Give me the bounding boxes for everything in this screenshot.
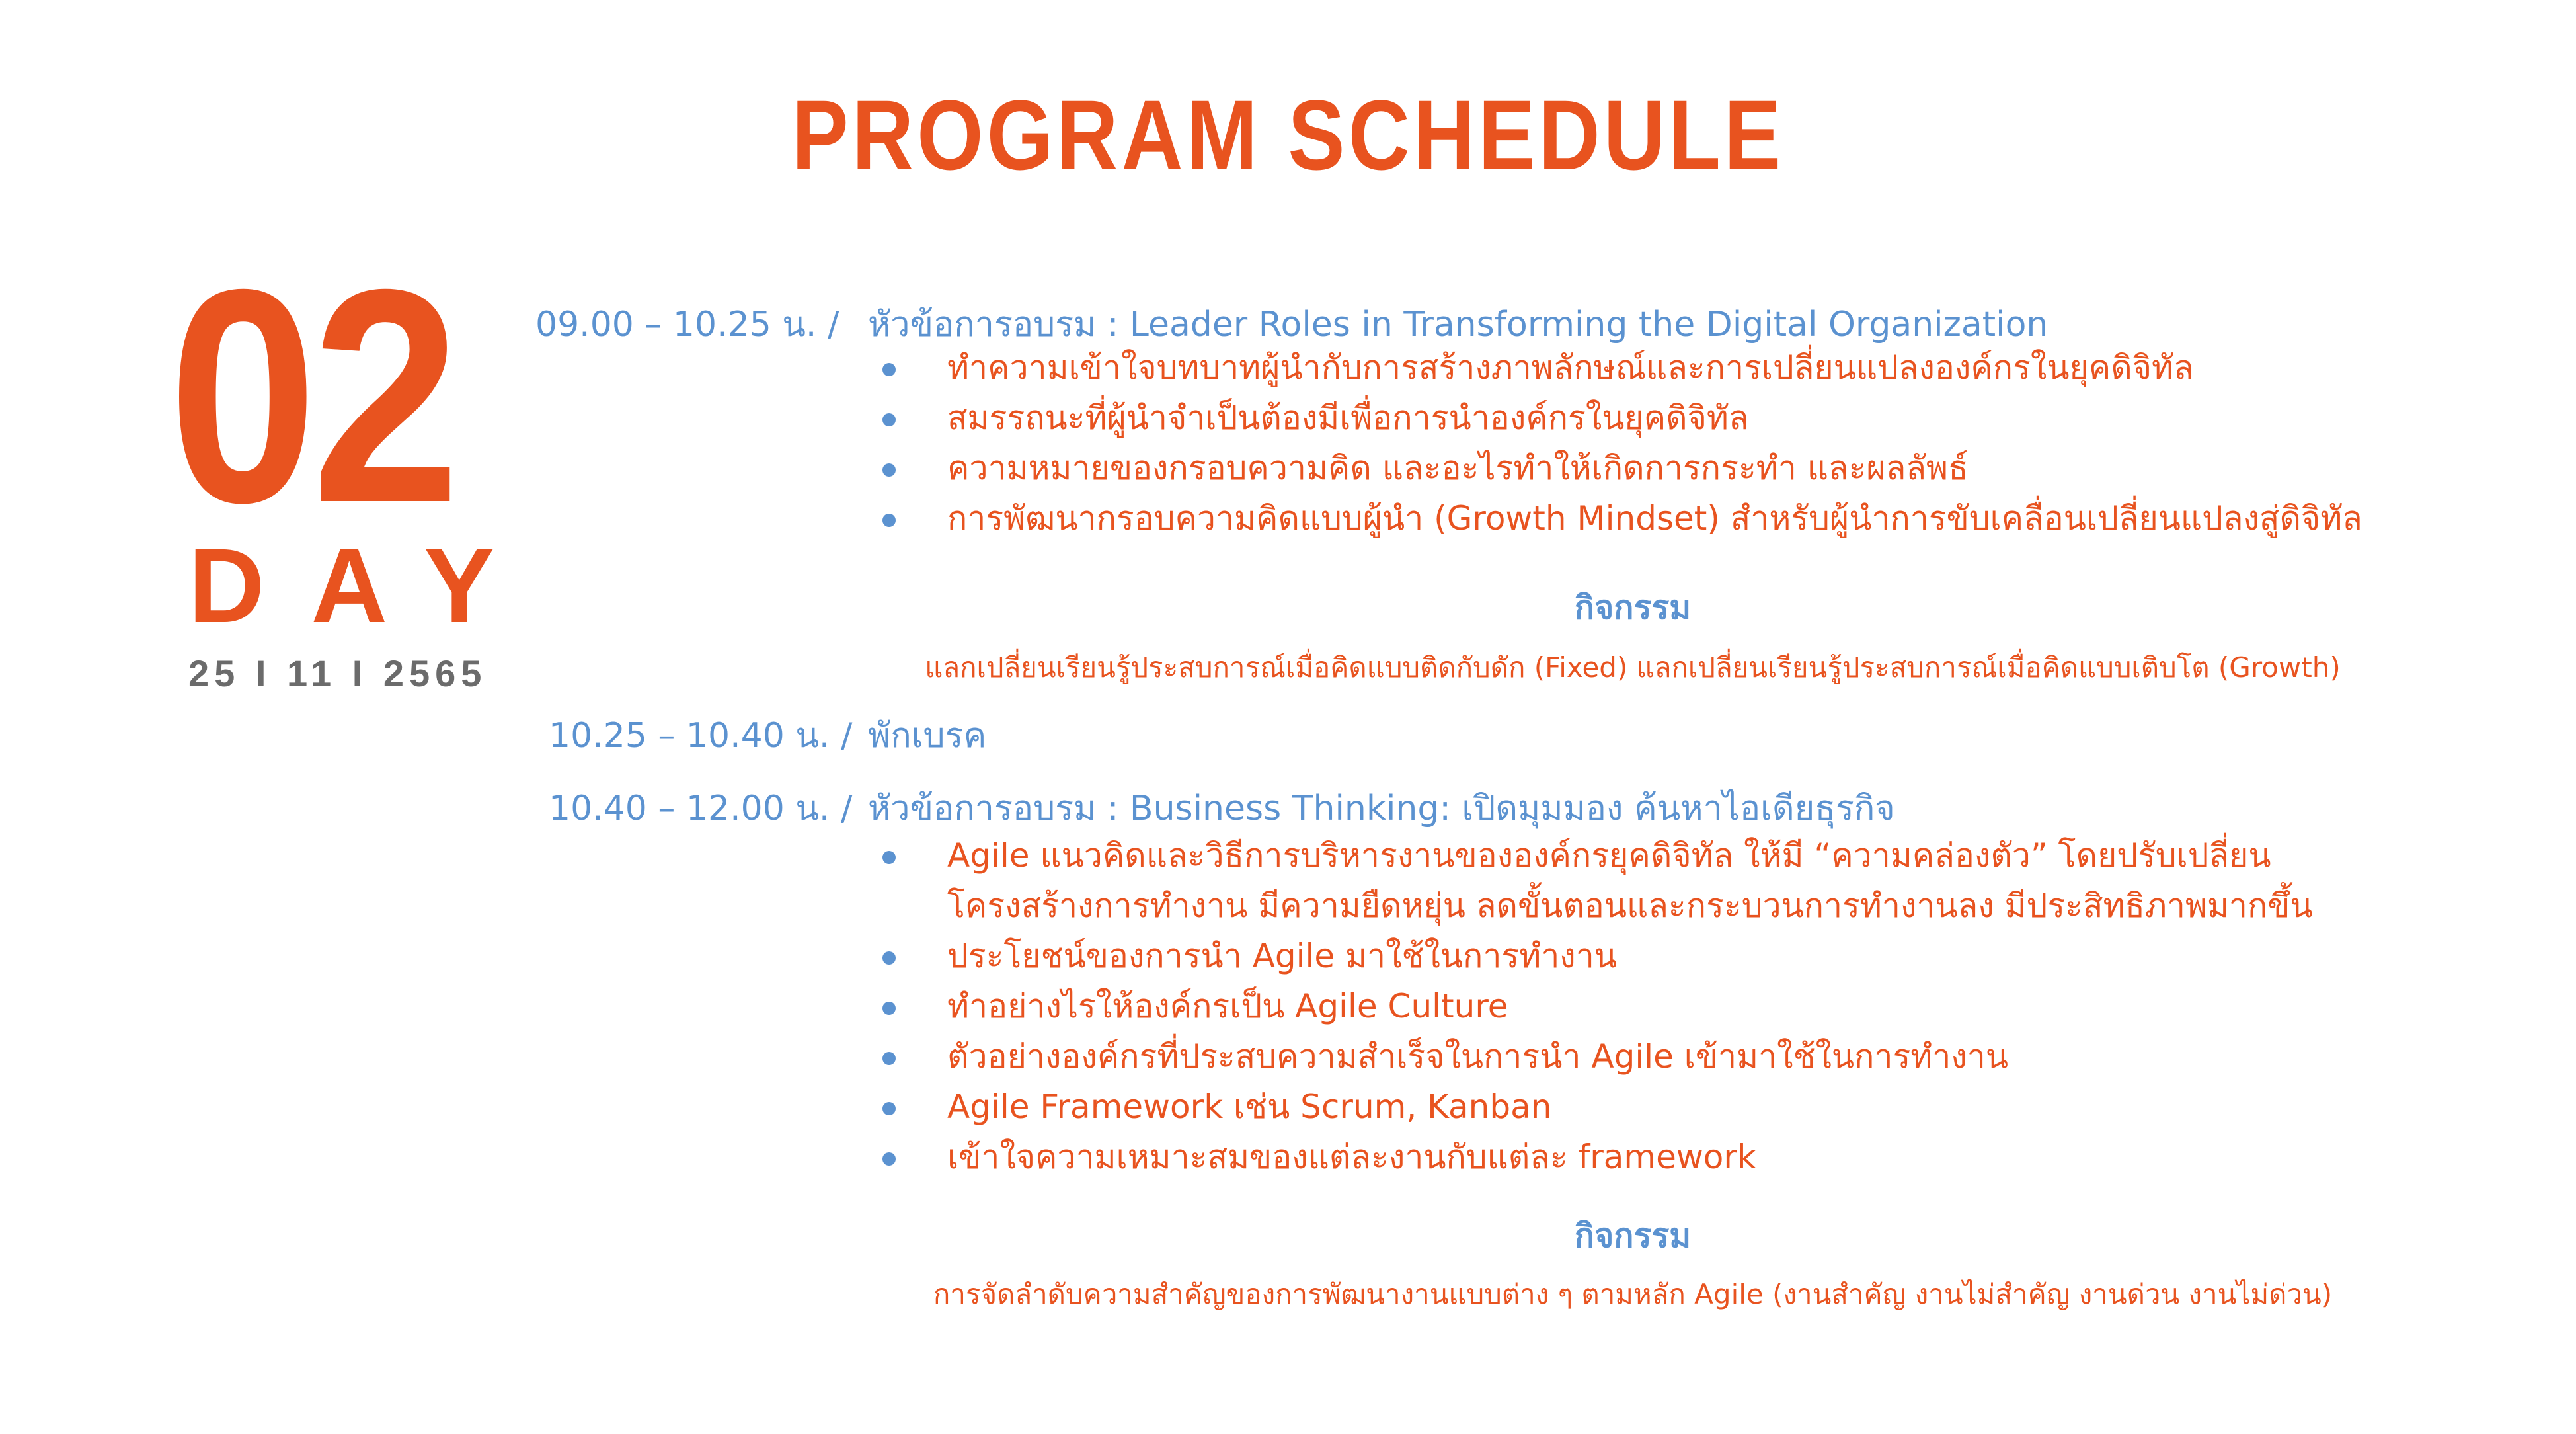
bullet-icon: [882, 951, 896, 965]
session-3-activity-desc: การจัดลำดับความสำคัญของการพัฒนางานแบบต่าง ๆ ตามหลัก Agile (งานสำคัญ งานไม่สำคัญ งานด่วน งานไม่ด่วน): [933, 1278, 2333, 1310]
bullet-icon: [882, 1052, 896, 1065]
session-1-activity-title: กิจกรรม: [1574, 588, 1692, 627]
bullet-icon: [882, 413, 896, 426]
day-date: 25 I 11 I 2565: [188, 653, 487, 694]
session-3-topics: [882, 830, 2313, 1182]
session-3-time: 10.40 – 12.00 น. /: [549, 789, 853, 828]
session-1-time: 09.00 – 10.25 น. /: [535, 305, 839, 344]
session-1-topics: [882, 342, 2362, 543]
day-number: 02: [169, 227, 455, 566]
list-item: ความหมายของกรอบความคิด และอะไรทำให้เกิดการกระทำ และผลลัพธ์: [882, 443, 2362, 493]
session-1-activity-desc: แลกเปลี่ยนเรียนรู้ประสบการณ์เมื่อคิดแบบติดกับดัก (Fixed) แลกเปลี่ยนเรียนรู้ประสบการณ์เมื่อคิดแบบเติบโต (Growth): [925, 651, 2341, 684]
session-3-activity-title: กิจกรรม: [1574, 1216, 1692, 1255]
session-1-heading: หัวข้อการอบรม : Leader Roles in Transforming the Digital Organization: [868, 305, 2049, 344]
bullet-icon: [882, 514, 896, 527]
list-item: ประโยชน์ของการนำ Agile มาใช้ในการทำงาน: [882, 931, 2313, 981]
day-word: DAY: [188, 526, 541, 645]
list-item: สมรรถนะที่ผู้นำจำเป็นต้องมีเพื่อการนำองค์กรในยุคดิจิทัล: [882, 393, 2362, 443]
bullet-icon: [882, 1152, 896, 1166]
list-item: เข้าใจความเหมาะสมของแต่ละงานกับแต่ละ framework: [882, 1132, 2313, 1182]
bullet-icon: [882, 363, 896, 376]
bullet-icon: [882, 1002, 896, 1015]
bullet-icon: [882, 851, 896, 864]
bullet-icon: [882, 463, 896, 477]
list-item: การพัฒนากรอบความคิดแบบผู้นำ (Growth Mindset) สำหรับผู้นำการขับเคลื่อนเปลี่ยนแปลงสู่ดิจิทัล: [882, 493, 2362, 543]
day-badge: [169, 227, 541, 695]
page-title: PROGRAM SCHEDULE: [791, 79, 1785, 190]
session-3-heading: หัวข้อการอบรม : Business Thinking: เปิดมุมมอง ค้นหาไอเดียธุรกิจ: [868, 789, 1895, 828]
list-item: ทำอย่างไรให้องค์กรเป็น Agile Culture: [882, 981, 2313, 1031]
session-2-heading: พักเบรค: [868, 716, 987, 756]
list-item: Agile แนวคิดและวิธีการบริหารงานขององค์กรยุคดิจิทัล ให้มี “ความคล่องตัว” โดยปรับเปลี่ยน โครงสร้างการทำงาน มีความยืดหยุ่น ลดขั้นตอนและกระบวนการทำงานลง มีประสิทธิภาพมากขึ้น: [882, 830, 2313, 931]
list-item: ทำความเข้าใจบทบาทผู้นำกับการสร้างภาพลักษณ์และการเปลี่ยนแปลงองค์กรในยุคดิจิทัล: [882, 342, 2362, 393]
list-item: ตัวอย่างองค์กรที่ประสบความสำเร็จในการนำ Agile เข้ามาใช้ในการทำงาน: [882, 1031, 2313, 1082]
bullet-icon: [882, 1102, 896, 1115]
list-item: Agile Framework เช่น Scrum, Kanban: [882, 1082, 2313, 1132]
session-2-time: 10.25 – 10.40 น. /: [549, 716, 853, 756]
